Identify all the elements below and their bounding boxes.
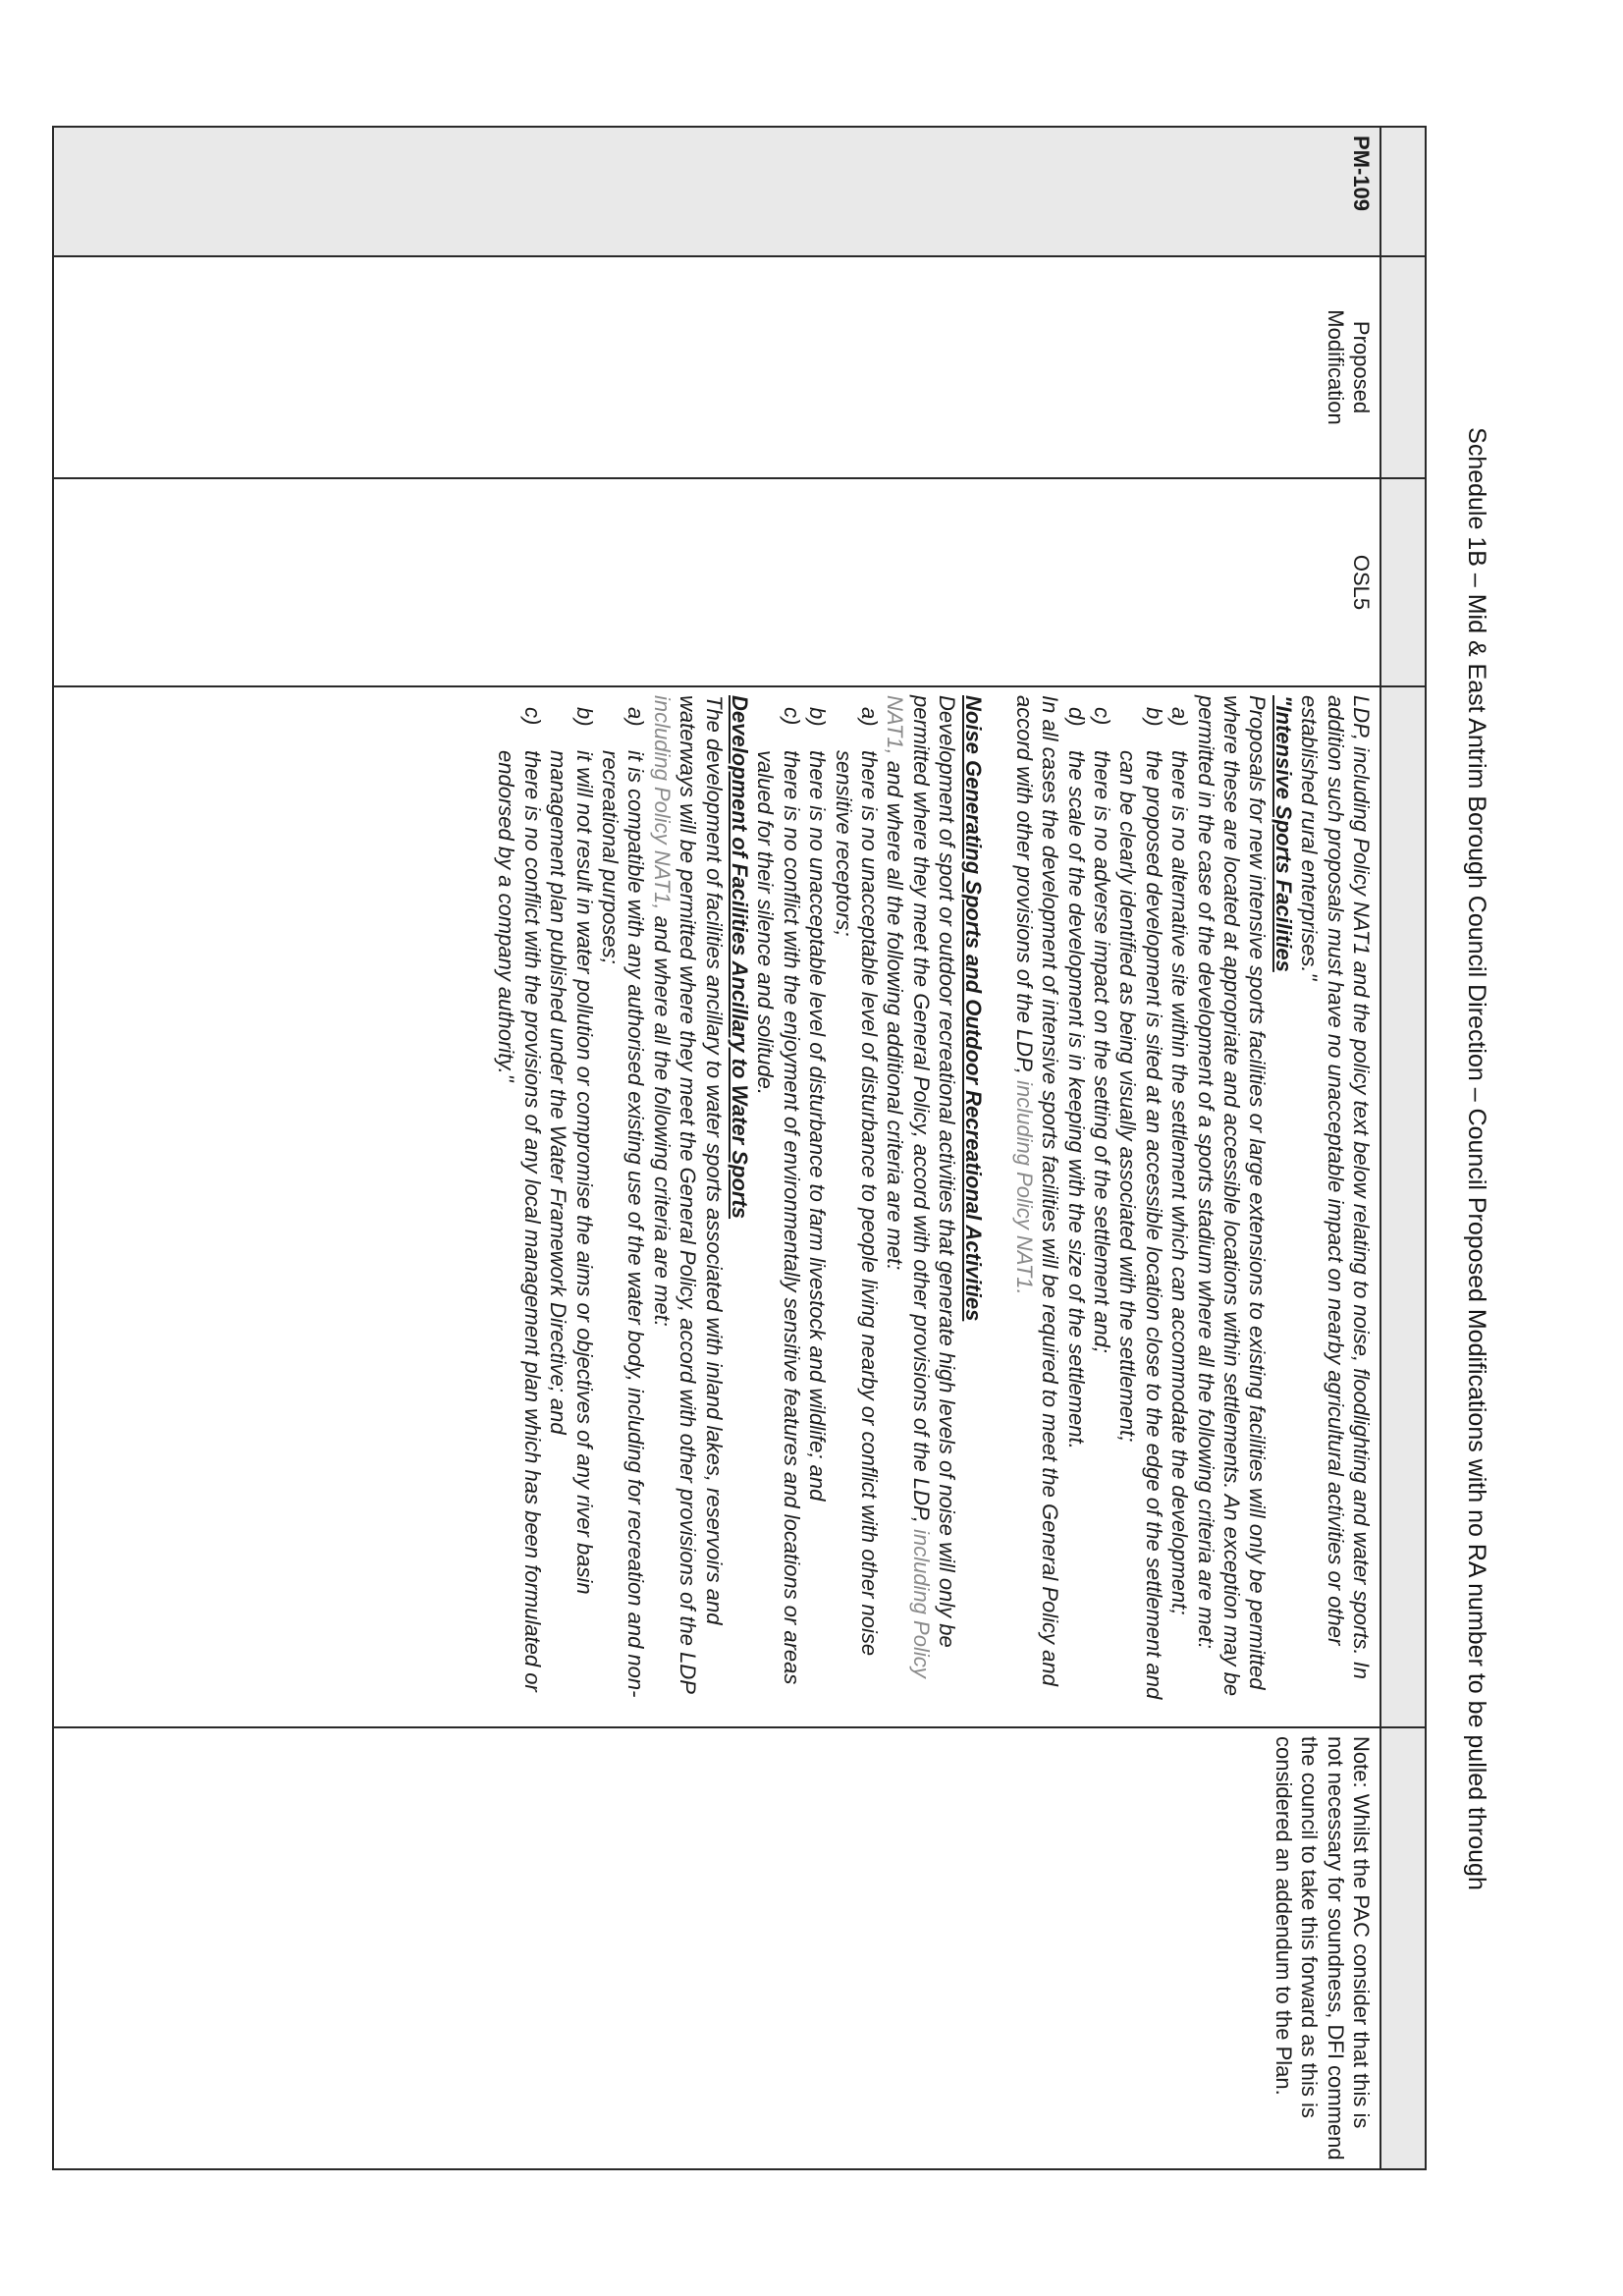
- note-cell: Note: Whilst the PAC consider that this is not necessary for soundness, DFI commend the council to take this forward as this is considered an addendum to the Plan.: [53, 1727, 1380, 2169]
- modification-text: [53, 686, 1380, 1727]
- modification-type: Proposed Modification: [53, 256, 1380, 478]
- section-body: Development of sport or outdoor recreational activities that generate high levels of noise will only be permitted where they meet the General Policy, accord with other provisions of the LDP, including Policy NAT1, and where all the following additional criteria are met:: [883, 695, 960, 1678]
- criteria-item: d) the scale of the development is in keeping with the size of the settlement.: [1063, 707, 1089, 1449]
- criteria-list: [493, 695, 648, 1719]
- table-row: [53, 127, 1380, 2169]
- section-heading-water-sports: Development of Facilities Ancillary to Water Sports: [728, 695, 753, 1220]
- section-heading-noise: Noise Generating Sports and Outdoor Recreational Activities: [960, 695, 986, 1322]
- criteria-item: b) it will not result in water pollution or compromise the aims or objectives of any river basin management plan published under the Water Framework Directive; and: [546, 707, 597, 1595]
- section-body: The development of facilities ancillary to water sports associated with inland lakes, reservoirs and waterways will be permitted where they meet the General Policy, accord with other provisions of the LDP including Policy NAT1, and where all the following criteria are met:: [649, 695, 727, 1694]
- intro-text: LDP, including Policy NAT1 and the policy text below relating to noise, floodlighting and water sports. In addition such proposals must have no unacceptable impact on nearby agricultural activities or other established rural enterprises.": [1297, 695, 1374, 1679]
- criteria-list: [752, 695, 882, 1719]
- criteria-item: a) it is compatible with any authorised existing use of the water body, including for recreation and non-recreational purposes;: [598, 707, 649, 1698]
- header-cell: [1380, 1727, 1426, 2169]
- page-title: Schedule 1B – Mid & East Antrim Borough Council Direction – Council Proposed Modifications with no RA number to be pulled through: [1463, 427, 1490, 1890]
- header-cell: [1380, 478, 1426, 686]
- section-body: Proposals for new intensive sports facilities or large extensions to existing facilities will only be permitted where these are located at appropriate and accessible locations within settlements. An exception may be permitted in the case of the development of a sports stadium where all the following criteria are met:: [1193, 695, 1271, 1697]
- criteria-item: a) there is no alternative site within the settlement which can accommodate the development;: [1167, 707, 1193, 1615]
- criteria-item: c) there is no adverse impact on the setting of the settlement and;: [1090, 707, 1115, 1353]
- criteria-item: a) there is no unacceptable level of disturbance to people living nearby or conflict with other noise sensitive receptors;: [831, 707, 882, 1657]
- section-closing: In all cases the development of intensive sports facilities will be required to meet the General Policy and accord with other provisions of the LDP, including Policy NAT1.: [1011, 695, 1063, 1686]
- modifications-table: [52, 126, 1427, 2170]
- modification-ref: PM-109: [53, 127, 1380, 256]
- criteria-item: c) there is no conflict with the provisions of any local management plan which has been formulated or endorsed by a company authority.": [494, 707, 545, 1692]
- table-header-row: [1380, 127, 1426, 2169]
- section-heading-intensive-sports: "Intensive Sports Facilities: [1271, 695, 1296, 972]
- header-cell: [1380, 127, 1426, 256]
- header-cell: [1380, 686, 1426, 1727]
- policy-ref: OSL5: [53, 478, 1380, 686]
- criteria-list: [1062, 695, 1192, 1719]
- header-cell: [1380, 256, 1426, 478]
- criteria-item: b) the proposed development is sited at an accessible location close to the edge of the settlement and can be clearly identified as being visually associated with the settlement;: [1115, 707, 1166, 1700]
- criteria-item: c) there is no conflict with the enjoyment of environmentally sensitive features and locations or areas valued for their silence and solitude.: [753, 707, 804, 1685]
- criteria-item: b) there is no unacceptable level of disturbance to farm livestock and wildlife; and: [805, 707, 831, 1502]
